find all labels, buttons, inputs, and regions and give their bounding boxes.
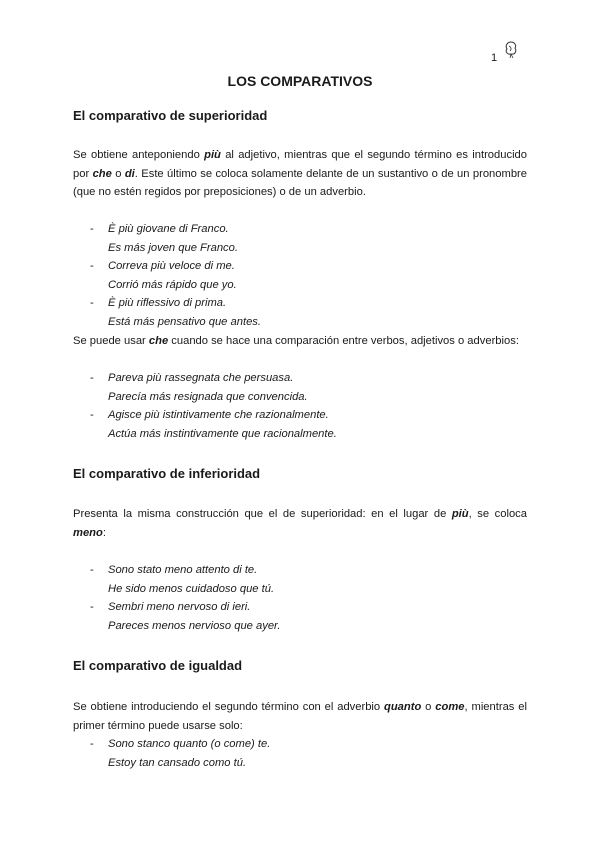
list-item: - È più giovane di Franco. Es más joven que Franco. bbox=[90, 223, 238, 254]
heading-superioridad: El comparativo de superioridad bbox=[73, 108, 268, 123]
examples-inferioridad bbox=[90, 561, 530, 635]
paragraph-igualdad: Se obtiene introduciendo el segundo término con el adverbio quanto o come, mientras el primer término puede usarse solo: bbox=[73, 701, 527, 732]
heading-inferioridad: El comparativo de inferioridad bbox=[73, 466, 261, 481]
list-item: - Sono stanco quanto (o come) te. Estoy tan cansado como tú. bbox=[90, 738, 271, 769]
examples-igualdad bbox=[90, 735, 530, 772]
paragraph-superioridad-1: Se obtiene anteponiendo più al adjetivo, mientras que el segundo término es introducido por che o di. Este último se coloca solamente delante de un sustantivo o de un pronombre (que no estén regidos por preposiciones) o de un adverbio. bbox=[73, 149, 527, 198]
paragraph-superioridad-2: Se puede usar che cuando se hace una comparación entre verbos, adjetivos o adverbios: bbox=[73, 335, 519, 347]
list-item: - Sembri meno nervoso di ieri. Pareces menos nervioso que ayer. bbox=[90, 601, 281, 632]
paragraph-inferioridad: Presenta la misma construcción que el de superioridad: en el lugar de più, se coloca meno: bbox=[73, 508, 527, 539]
heading-igualdad: El comparativo de igualdad bbox=[73, 658, 243, 673]
list-item: - Agisce più istintivamente che razionalmente. Actúa más instintivamente que racionalmente. bbox=[90, 409, 337, 440]
logo-icon bbox=[502, 40, 520, 60]
examples-superioridad-1 bbox=[90, 220, 530, 331]
list-item: - È più riflessivo di prima. Está más pensativo que antes. bbox=[90, 297, 261, 328]
page-title: LOS COMPARATIVOS bbox=[227, 73, 373, 89]
list-item: - Pareva più rassegnata che persuasa. Parecía más resignada que convencida. bbox=[90, 372, 308, 403]
page-number: 1 bbox=[491, 52, 498, 64]
list-item: - Sono stato meno attento di te. He sido menos cuidadoso que tú. bbox=[90, 564, 275, 595]
list-item: - Correva più veloce di me. Corrió más rápido que yo. bbox=[90, 260, 237, 291]
examples-superioridad-2 bbox=[90, 369, 530, 443]
